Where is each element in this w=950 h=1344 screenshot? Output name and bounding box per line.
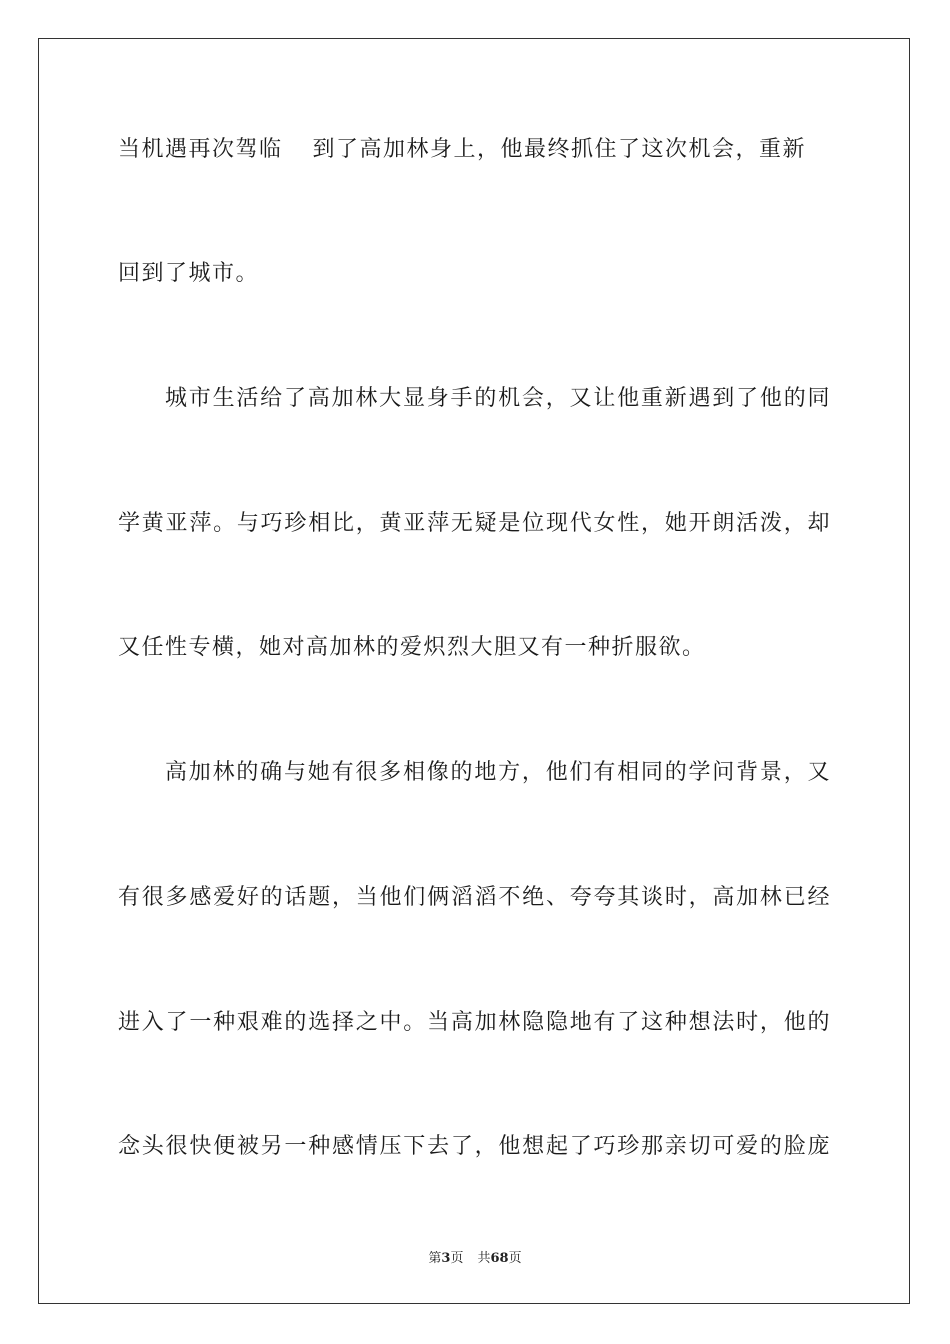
page-prefix: 第	[428, 1251, 442, 1266]
page-footer	[0, 1247, 950, 1266]
page-number: 3	[441, 1251, 451, 1266]
text-line-7: 有很多感爱好的话题，当他们俩滔滔不绝、夸夸其谈时，高加林已经	[118, 885, 831, 910]
text-line-8: 进入了一种艰难的选择之中。当高加林隐隐地有了这种想法时，他的	[118, 1010, 831, 1035]
text-line-1-part-a: 当机遇再次驾临	[118, 137, 283, 162]
text-line-1	[118, 136, 831, 164]
total-suffix: 页	[508, 1251, 522, 1266]
total-prefix: 共	[477, 1251, 491, 1266]
total-pages: 68	[490, 1251, 509, 1266]
page-border	[38, 38, 910, 1304]
text-line-2: 回到了城市。	[118, 261, 260, 286]
text-line-6: 高加林的确与她有很多相像的地方，他们有相同的学问背景，又	[165, 760, 831, 785]
text-line-5: 又任性专横，她对高加林的爱炽烈大胆又有一种折服欲。	[118, 635, 706, 660]
text-line-3: 城市生活给了高加林大显身手的机会，又让他重新遇到了他的同	[165, 386, 831, 411]
page-suffix: 页	[450, 1251, 464, 1266]
text-line-1-part-b: 到了高加林身上，他最终抓住了这次机会，重新	[312, 137, 807, 162]
text-line-9: 念头很快便被另一种感情压下去了，他想起了巧珍那亲切可爱的脸庞	[118, 1134, 831, 1159]
text-line-4: 学黄亚萍。与巧珍相比，黄亚萍无疑是位现代女性，她开朗活泼，却	[118, 511, 831, 536]
